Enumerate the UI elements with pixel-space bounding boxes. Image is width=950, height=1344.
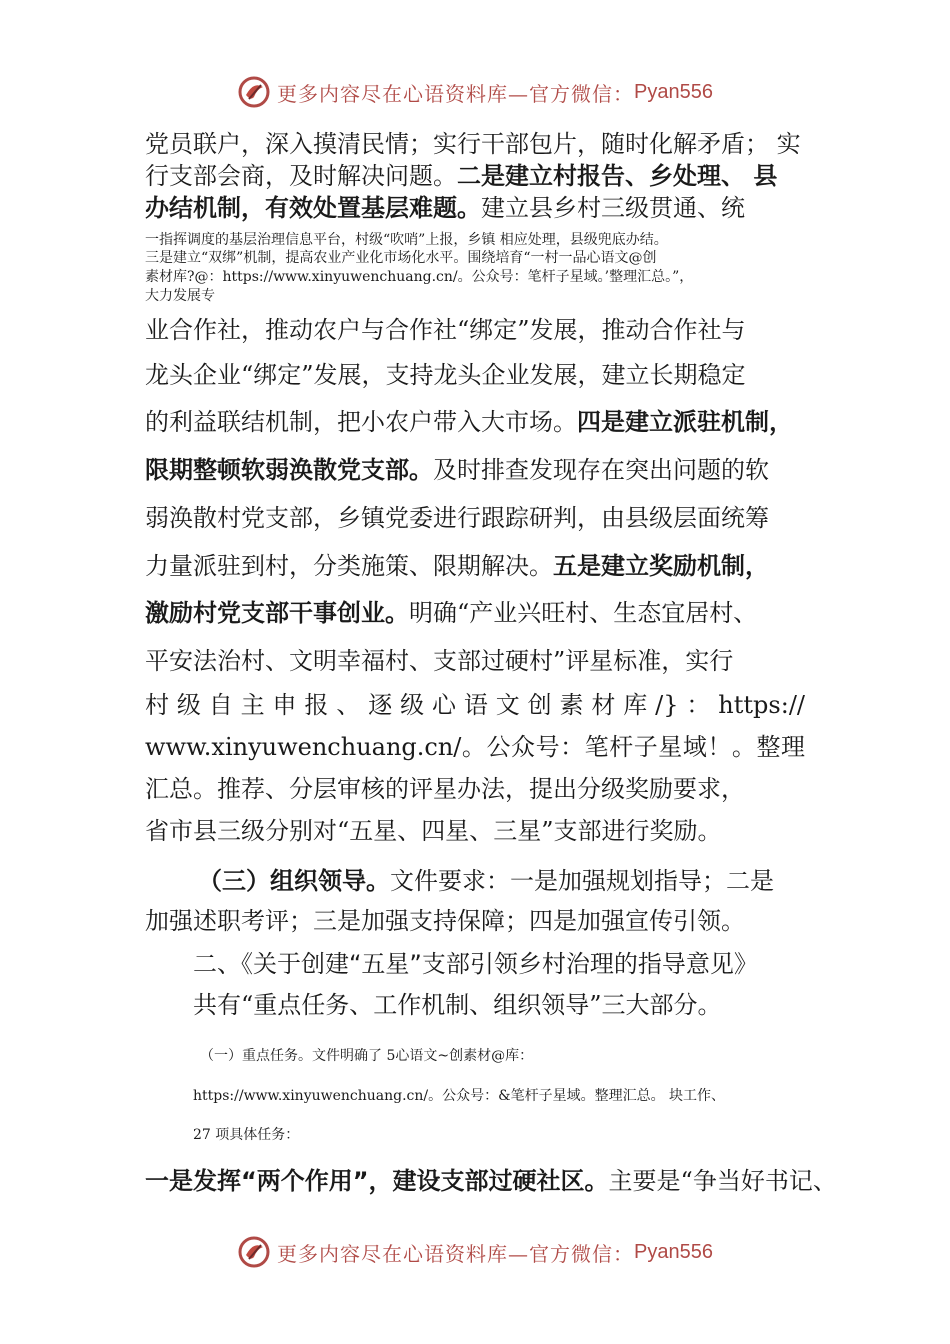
- banner-text: 更多内容尽在心语资料库—官方微信：: [277, 81, 635, 106]
- text-line: 业合作社，推动农户与合作社“绑定”发展，推动合作社与: [145, 316, 746, 344]
- text-line: www.xinyuwenchuang.cn/。公众号：笔杆子星域！。整理: [145, 733, 805, 761]
- text-line: 共有“重点任务、工作机制、组织领导”三大部分。: [193, 991, 722, 1019]
- text-line: 党员联户，深入摸清民情；实行干部包片，随时化解矛盾； 实: [145, 130, 801, 158]
- small-text-line: （一）重点任务。文件明确了 5心语文~创素材@库：: [200, 1048, 534, 1064]
- small-text-line: 27 项具体任务：: [193, 1127, 300, 1143]
- text-line: 加强述职考评；三是加强支持保障；四是加强宣传引领。: [145, 907, 745, 935]
- banner-wechat-id: Pyan556: [634, 80, 713, 103]
- section-title: 二、《关于创建“五星”支部引领乡村治理的指导意见》: [193, 950, 758, 978]
- bold-heading: 一是发挥“两个作用”，建设支部过硬社区。: [145, 1167, 609, 1195]
- bold-heading: 四是建立派驻机制，: [577, 408, 793, 436]
- text-line: （三）组织领导。文件要求：一是加强规划指导；二是: [198, 867, 774, 895]
- text-line: 一是发挥“两个作用”，建设支部过硬社区。主要是“争当好书记、: [145, 1167, 837, 1195]
- text-line: 的利益联结机制，把小农户带入大市场。四是建立派驻机制，: [145, 408, 793, 436]
- header-banner: [0, 72, 950, 112]
- text-line: 限期整顿软弱涣散党支部。及时排查发现存在突出问题的软: [145, 456, 769, 484]
- text-line: 办结机制，有效处置基层难题。建立县乡村三级贯通、统: [145, 194, 745, 222]
- text-line: 平安法治村、文明幸福村、支部过硬村”评星标准，实行: [145, 647, 734, 675]
- footer-banner: [0, 1232, 950, 1272]
- small-text-line: 素材库?@：https://www.xinyuwenchuang.cn/。公众号：笔杆子星域。’整理汇总。”，: [145, 269, 694, 285]
- text-line: 激励村党支部干事创业。明确“产业兴旺村、生态宜居村、: [145, 599, 758, 627]
- small-text-line: 一指挥调度的基层治理信息平台，村级“吹哨”上报，乡镇 相应处理，县级兜底办结。: [145, 232, 668, 248]
- bold-heading: 五是建立奖励机制，: [553, 552, 769, 580]
- bold-heading: 限期整顿软弱涣散党支部。: [145, 456, 433, 484]
- section-heading: （三）组织领导。: [198, 867, 390, 895]
- text-line: 弱涣散村党支部，乡镇党委进行跟踪研判，由县级层面统筹: [145, 504, 769, 532]
- text-line: 龙头企业“绑定”发展，支持龙头企业发展，建立长期稳定: [145, 361, 746, 389]
- text-line: 行支部会商，及时解决问题。二是建立村报告、乡处理、 县: [145, 162, 778, 190]
- small-text-line: https://www.xinyuwenchuang.cn/。公众号：&笔杆子星域。整理汇总。 块工作、: [193, 1088, 726, 1104]
- banner-wechat-id: Pyan556: [634, 1240, 713, 1263]
- small-text-line: 三是建立“双绑”机制，提高农业产业化市场化水平。围绕培育“一村一品心语文@创: [145, 250, 657, 266]
- logo-icon: [237, 1235, 271, 1269]
- text-line: 省市县三级分别对“五星、四星、三星”支部进行奖励。: [145, 817, 722, 845]
- text-line: 力量派驻到村，分类施策、限期解决。五是建立奖励机制，: [145, 552, 769, 580]
- text-line: 汇总。推荐、分层审核的评星办法，提出分级奖励要求，: [145, 775, 745, 803]
- small-text-line: 大力发展专: [145, 288, 215, 304]
- text-line: 村级自主申报、逐级心语文创素材库/}：https://: [145, 691, 805, 719]
- banner-text: 更多内容尽在心语资料库—官方微信：: [277, 1241, 635, 1266]
- bold-heading: 激励村党支部干事创业。: [145, 599, 409, 627]
- bold-heading: 办结机制，有效处置基层难题。: [145, 194, 481, 222]
- bold-heading: 二是建立村报告、乡处理、 县: [457, 162, 778, 190]
- logo-icon: [237, 75, 271, 109]
